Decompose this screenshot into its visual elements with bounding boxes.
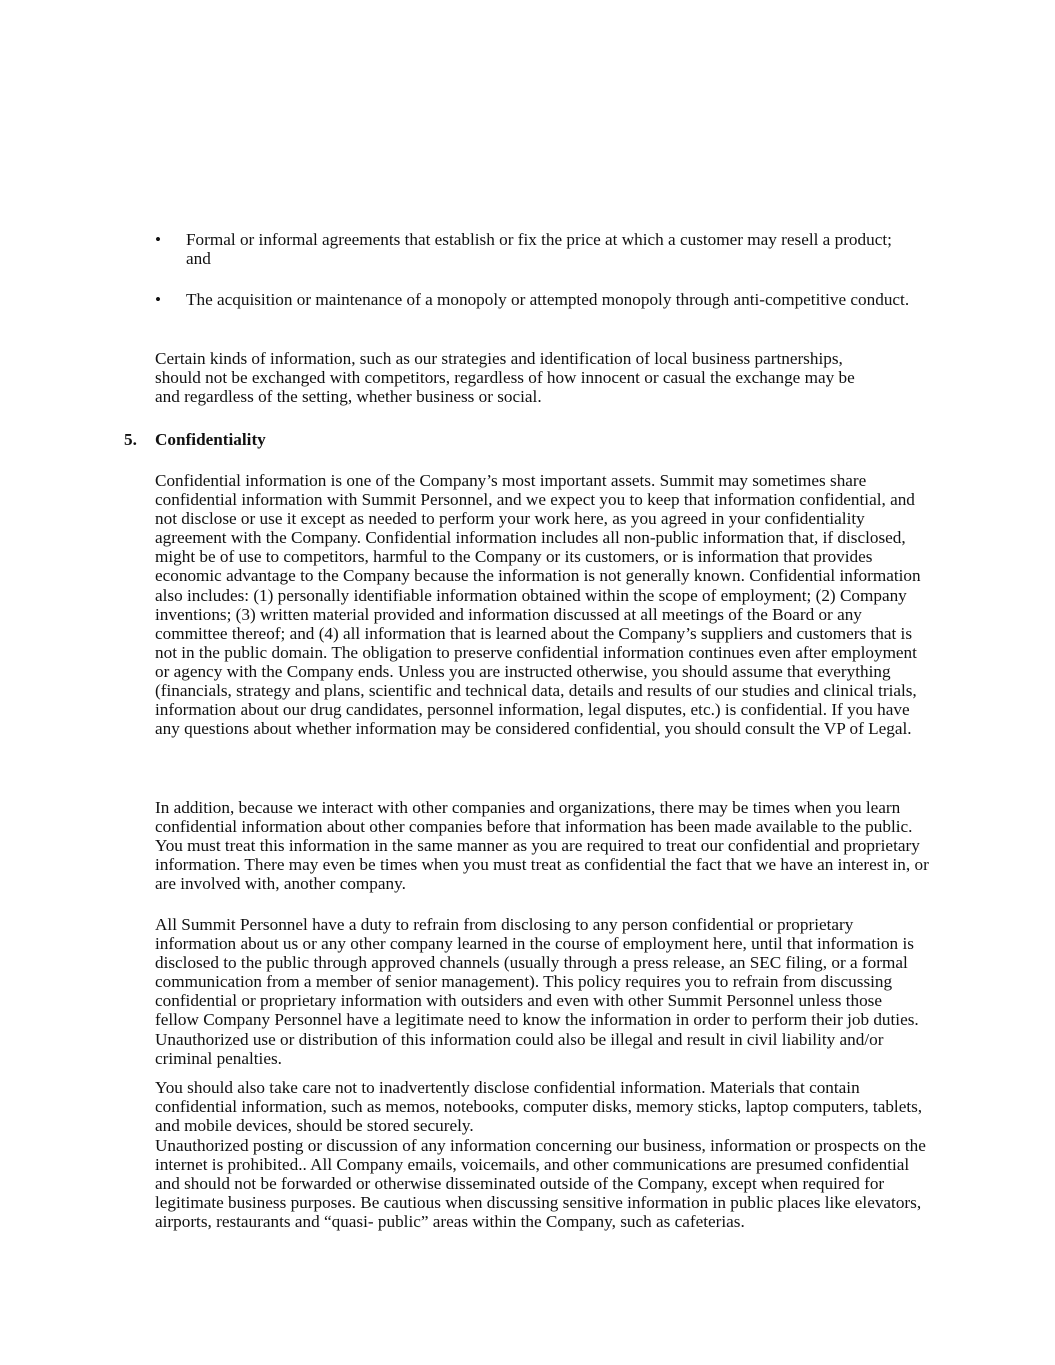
section-number: 5. [124, 430, 137, 449]
section-title: Confidentiality [155, 430, 266, 449]
body-paragraph: You should also take care not to inadvertently disclose confidential information. Materials that contain confidential information, such as memos, notebooks, computer disks, memory sticks, laptop computers, tablets, and mobile devices, should be stored securely. [155, 1078, 923, 1136]
body-paragraph: All Summit Personnel have a duty to refrain from disclosing to any person confidential or proprietary information about us or any other company learned in the course of employment here, until that information is disclosed to the public through approved channels (usually through a press release, an SEC filing, or a formal communication from a member of senior management). This policy requires you to refrain from discussing confidential or proprietary information with outsiders and even with other Summit Personnel unless those fellow Company Personnel have a legitimate need to know the information in order to perform their job duties. Unauthorized use or distribution of this information could also be illegal and result in civil liability and/or criminal penalties. [155, 915, 919, 1068]
body-paragraph: In addition, because we interact with other companies and organizations, there may be times when you learn confidential information about other companies before that information has been made available to the public. You must treat this information in the same manner as you are required to treat our confidential and proprietary information. There may even be times when you must treat as confidential the fact that we have an interest in, or are involved with, another company. [155, 798, 929, 894]
section-heading [124, 430, 266, 449]
body-paragraph: Confidential information is one of the Company’s most important assets. Summit may sometimes share confidential information with Summit Personnel, and we expect you to keep that information confidential, and not disclose or use it except as needed to perform your work here, as you agreed in your confidentiality agreement with the Company. Confidential information includes all non-public information that, if disclosed, might be of use to competitors, harmful to the Company or its customers, or is information that provides economic advantage to the Company because the information is not generally known. Confidential information also includes: (1) personally identifiable information obtained within the scope of employment; (2) Company inventions; (3) written material provided and information discussed at all meetings of the Board or any committee thereof; and (4) all information that is learned about the Company’s suppliers and customers that is not in the public domain. The obligation to preserve confidential information continues even after employment or agency with the Company ends. Unless you are instructed otherwise, you should assume that everything (financials, strategy and plans, scientific and technical data, details and results of our studies and clinical trials, information about our drug candidates, personnel information, legal disputes, etc.) is confidential. If you have any questions about whether information may be considered confidential, you should consult the VP of Legal. [155, 471, 921, 739]
bullet-icon: • [155, 230, 162, 249]
bullet-item [155, 290, 915, 309]
bullet-icon: • [155, 290, 162, 309]
bullet-item [155, 230, 915, 268]
bullet-text: Formal or informal agreements that establish or fix the price at which a customer may resell a product; and [186, 230, 892, 269]
intro-paragraph: Certain kinds of information, such as our strategies and identification of local business partnerships, should not be exchanged with competitors, regardless of how innocent or casual the exchange may be and regardless of the setting, whether business or social. [155, 349, 855, 407]
bullet-text: The acquisition or maintenance of a monopoly or attempted monopoly through anti-competitive conduct. [186, 290, 910, 309]
body-paragraph: Unauthorized posting or discussion of any information concerning our business, information or prospects on the internet is prohibited.. All Company emails, voicemails, and other communications are presumed confidential and should not be forwarded or otherwise disseminated outside of the Company, except when required for legitimate business purposes. Be cautious when discussing sensitive information in public places like elevators, airports, restaurants and “quasi- public” areas within the Company, such as cafeterias. [155, 1136, 926, 1232]
